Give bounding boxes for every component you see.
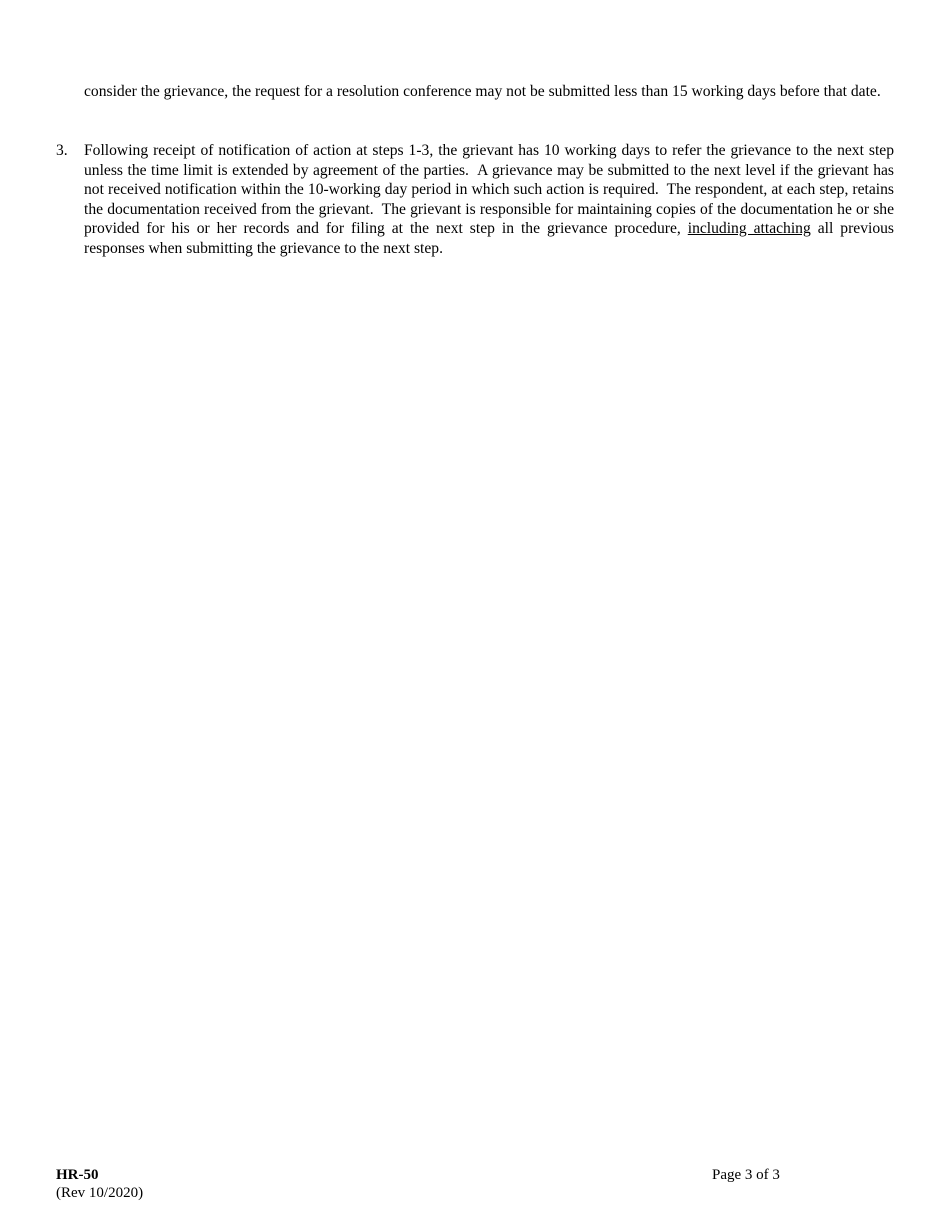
list-item-number: 3. xyxy=(56,142,68,159)
page-number: Page 3 of 3 xyxy=(712,1167,780,1183)
underlined-phrase: including attaching xyxy=(687,220,811,237)
continued-paragraph: consider the grievance, the request for a resolution conference may not be submitted less than 15 working days before that date. xyxy=(84,83,881,100)
form-number: HR-50 xyxy=(56,1167,99,1183)
list-item-text-part-1: Following receipt of notification of action at steps 1-3, the grievant has 10 working days to refer the grievance to the next step unless the time limit is extended by agreement of the parties. A grievance may be submitted to the next level if the grievant has not received notification within the 10-working day period in which such action is required. The respondent, at each step, retains the documentation received from the grievant. The grievant is responsible for maintaining copies of the documentation he or she provided for his or her records and for filing at the next step in the grievance procedure, xyxy=(84,142,894,237)
revision-date: (Rev 10/2020) xyxy=(56,1185,144,1201)
list-item-text xyxy=(84,141,894,258)
list-item-text-part-2: all previous responses when submitting the grievance to the next step. xyxy=(84,220,894,257)
